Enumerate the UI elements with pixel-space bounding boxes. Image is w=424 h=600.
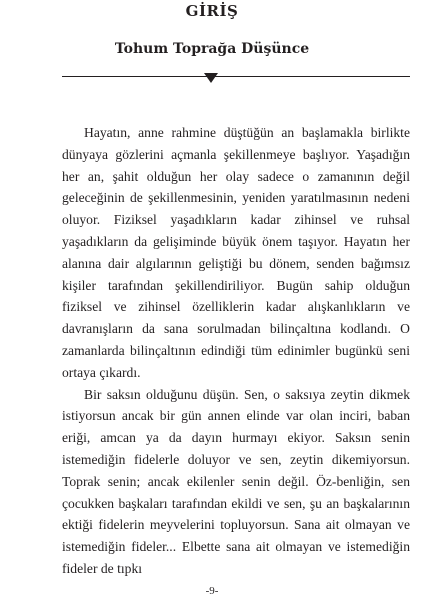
page-number: -9- [205,585,219,597]
triangle-ornament-icon [204,73,218,83]
title-divider [62,76,410,77]
body-text [62,122,410,580]
section-header: GİRİŞ [185,2,239,20]
paragraph: Hayatın, anne rahmine düştüğün an başlamakla birlikte dünyaya gözlerini açmanla şekillenmeye başlıyor. Yaşadığın her an, şahit olduğun her olay sadece o zamanının değil geleceğinin de şekillenmesinin, yeniden yaratılmasının nedeni oluyor. Fiziksel yaşadıkların kadar zihinsel ve ruhsal yaşadıkların da gelişiminde büyük önem taşıyor. Hayatın her alanına dair algılarının geliştiği bu dönem, senden bağımsız kişiler tarafından şekillendiriliyor. Bugün sahip olduğun fiziksel ve zihinsel özelliklerin kadar alışkanlıkların ve davranışların da sana sorulmadan bilinçaltına kodlandı. O zamanlarda bilinçaltının edindiği tüm edinimler bugünkü seni ortaya çıkardı. [62,125,410,380]
chapter-title: Tohum Toprağa Düşünce [114,41,310,57]
paragraph: Bir saksın olduğunu düşün. Sen, o saksıya zeytin dikmek istiyorsun ancak bir gün annen elinde var olan inciri, baban eriği, amcan ya da dayın hurmayı ekiyor. Saksın senin istemediğin fidelerle doluyor ve sen, zeytin dikemiyorsun. Toprak senin; ancak ekilenler senin değil. Öz-benliğin, sen çocukken başkaları tarafından ekildi ve sen, şu an başkalarının ektiği fidelerin meyvelerini topluyorsun. Sana ait olmayan ve istemediğin fideler... Elbette sana ait olmayan ve istemediğin fideler de tıpkı [62,386,410,576]
